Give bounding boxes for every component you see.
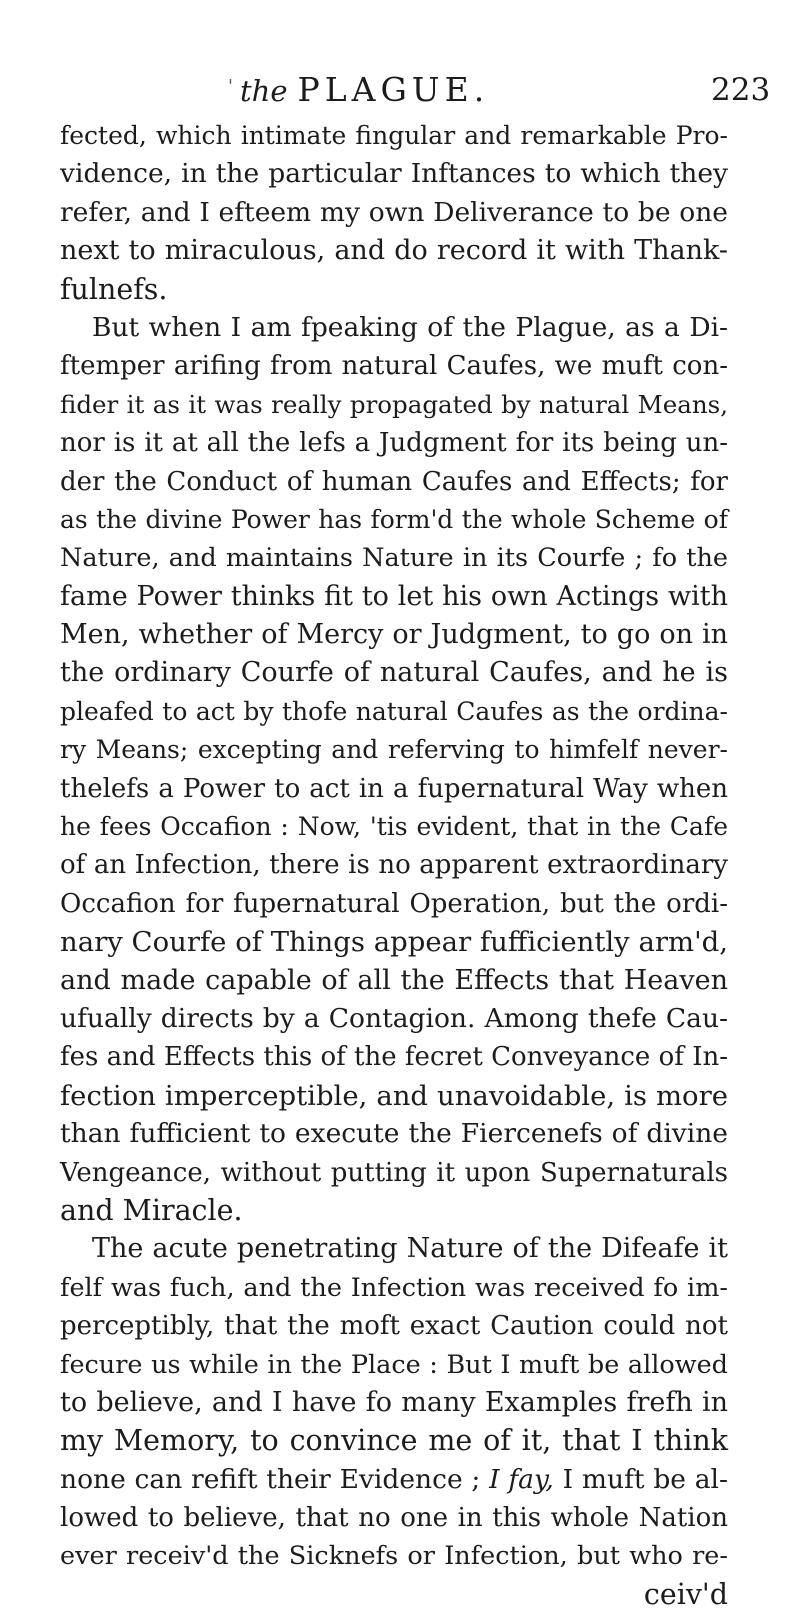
text-line: fected, which intimate fingular and remarkable Pro- (60, 121, 728, 150)
text-line: pleafed to act by thofe natural Caufes as the ordina- (60, 696, 728, 726)
running-title-the: the (240, 74, 288, 108)
text-line: Occafion for fupernatural Operation, but the ordi- (60, 888, 728, 919)
text-line: felf was fuch, and the Infection was received fo im- (60, 1272, 728, 1303)
text-line: der the Conduct of human Caufes and Effects; for (60, 466, 728, 497)
text-line: fider it as it was really propagated by natural Means, (60, 389, 728, 419)
text-line: lowed to believe, that no one in this whole Nation (60, 1503, 728, 1534)
text-line: fulnefs. (60, 272, 168, 306)
text-line: Men, whether of Mercy or Judgment, to go on in (60, 619, 728, 651)
text-line: perceptibly, that the moft exact Caution could not (60, 1311, 728, 1342)
text-line: fecure us while in the Place : But I muft be allowed (60, 1349, 728, 1380)
text-line: ever receiv'd the Sicknefs or Infection, but who re- (60, 1541, 728, 1572)
text-line: to believe, and I have fo many Examples frefh in (60, 1386, 728, 1418)
text-segment: none can refift their Evidence ; (60, 1463, 481, 1495)
italic-segment: I fay, (489, 1463, 554, 1495)
page-number: 223 (711, 72, 771, 108)
text-line: fes and Effects this of the fecret Conveyance of In- (60, 1042, 728, 1073)
running-head (0, 70, 800, 110)
body-text (60, 117, 728, 1614)
text-line: The acute penetrating Nature of the Difeafe it (92, 1233, 728, 1265)
catchword: ceiv'd (643, 1577, 728, 1611)
running-title-word: PLAGUE. (297, 70, 490, 109)
text-line: fection imperceptible, and unavoidable, is more (60, 1079, 728, 1112)
text-line: and made capable of all the Effects that Heaven (60, 964, 728, 996)
text-line: ry Means; excepting and referving to himfelf never- (60, 735, 728, 765)
text-line-mixed (60, 1461, 728, 1499)
text-line: fame Power thinks fit to let his own Actings with (60, 580, 728, 612)
text-line: ftemper arifing from natural Caufes, we muft con- (60, 351, 728, 382)
text-line: nor is it at all the lefs a Judgment for its being un- (60, 428, 728, 459)
text-line: thelefs a Power to act in a fupernatural Way when (60, 773, 728, 804)
text-line: he fees Occafion : Now, 'tis evident, that in the Cafe (60, 812, 728, 842)
text-segment: I muft be al- (562, 1463, 728, 1495)
text-line: as the divine Power has form'd the whole Scheme of (60, 504, 728, 534)
text-line: the ordinary Courfe of natural Caufes, and he is (60, 657, 728, 689)
text-line: refer, and I efteem my own Deliverance to be one (60, 196, 728, 228)
header-mark: ' (228, 76, 233, 97)
text-line: vidence, in the particular Inftances to which they (60, 158, 728, 190)
text-line: and Miracle. (60, 1193, 243, 1227)
running-title (240, 70, 489, 109)
text-line: But when I am fpeaking of the Plague, as a Di- (92, 311, 728, 343)
text-line: of an Infection, there is no apparent extraordinary (60, 850, 728, 881)
text-line: ufually directs by a Contagion. Among thefe Cau- (60, 1002, 728, 1034)
text-line: my Memory, to convince me of it, that I think (60, 1424, 728, 1458)
text-line: Nature, and maintains Nature in its Courfe ; fo the (60, 543, 728, 574)
text-line: Vengeance, without putting it upon Supernaturals (60, 1157, 728, 1188)
text-line: nary Courfe of Things appear fufficiently arm'd, (60, 926, 728, 959)
text-line: next to miraculous, and do record it with Thank- (60, 235, 728, 267)
text-line: than fufficient to execute the Fiercenefs of divine (60, 1118, 728, 1150)
